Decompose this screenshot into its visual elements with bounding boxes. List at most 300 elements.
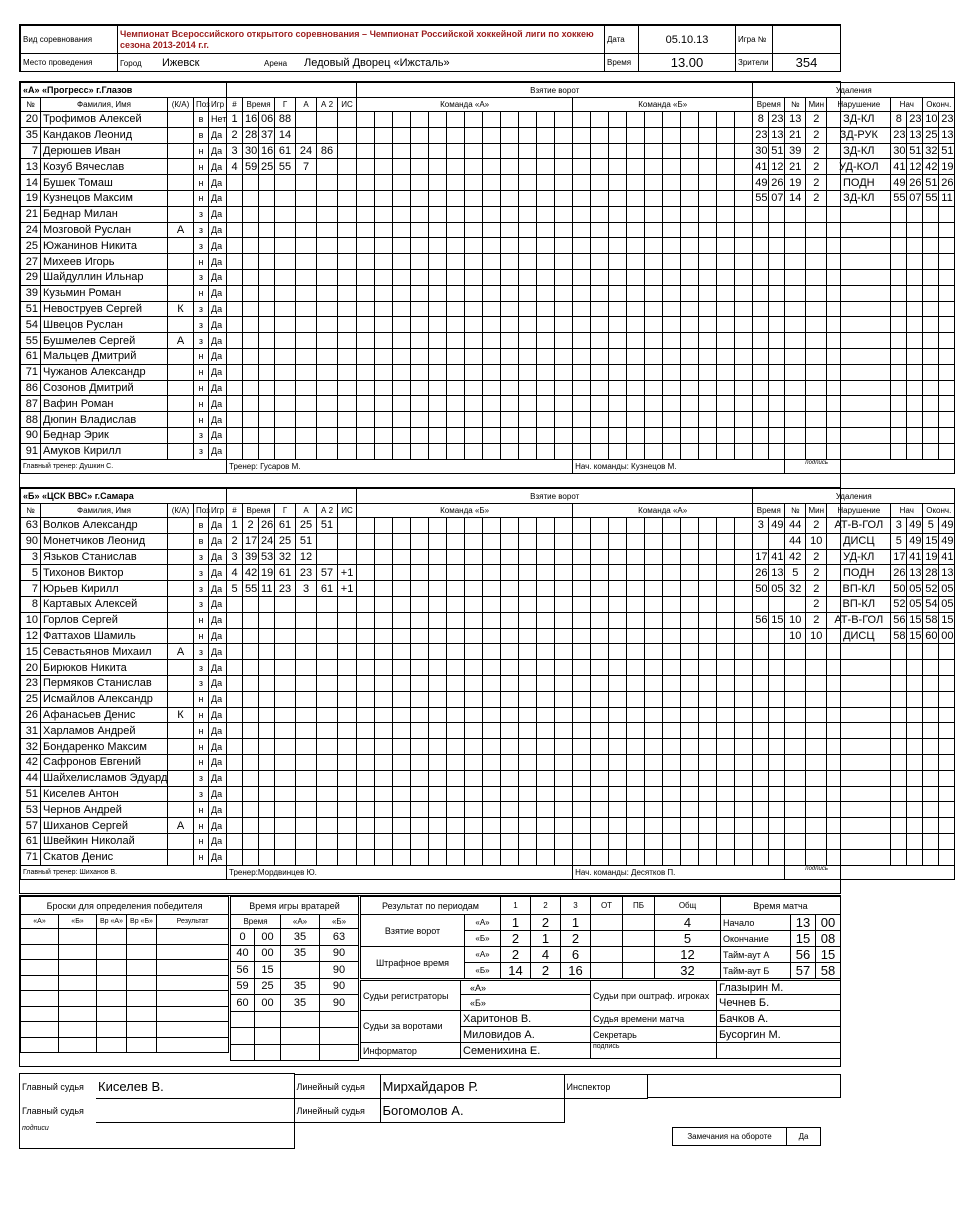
pen-min (753, 770, 769, 786)
goal-grid-cell (501, 581, 519, 597)
goal-grid-cell (627, 739, 645, 755)
goal-min (243, 396, 259, 412)
player-captain (168, 285, 194, 301)
player-position: з (194, 206, 209, 222)
pen-end-min (923, 818, 939, 834)
goal-grid-cell (663, 206, 681, 222)
player-played: Да (209, 818, 227, 834)
goal-grid-cell (393, 285, 411, 301)
player-played: Да (209, 396, 227, 412)
shootout-cell (127, 991, 157, 1007)
player-position: з (194, 565, 209, 581)
goal-num (227, 301, 243, 317)
pen-end-min: 5 (923, 518, 939, 534)
goal-grid-cell (465, 849, 483, 865)
period-value-5: 12 (655, 947, 721, 963)
goal-grid-cell (591, 723, 609, 739)
goal-grid-cell (411, 238, 429, 254)
time-judge-value: Бачков А. (717, 1011, 841, 1027)
goal-grid-cell (663, 364, 681, 380)
goal-grid-cell (627, 849, 645, 865)
period-row-label: Штрафное время (361, 947, 465, 979)
goal-grid-cell (573, 427, 591, 443)
goal-min (243, 691, 259, 707)
player-number: 61 (21, 348, 41, 364)
player-number: 55 (21, 333, 41, 349)
goal-sec (259, 317, 275, 333)
goal-grid-cell (519, 427, 537, 443)
goal-grid-cell (699, 269, 717, 285)
match-time-min: 58 (816, 963, 841, 979)
match-time-hour: 13 (791, 915, 816, 931)
goal-grid-cell (627, 348, 645, 364)
goal-grid-cell (447, 396, 465, 412)
goal-grid-cell (573, 549, 591, 565)
goalie-row (231, 962, 359, 979)
goal-num: 3 (227, 143, 243, 159)
goal-grid-cell (447, 818, 465, 834)
goal-grid-cell (681, 396, 699, 412)
goal-grid-cell (717, 396, 735, 412)
pen-end-sec (939, 269, 955, 285)
goal-assist-1 (296, 443, 317, 459)
player-captain (168, 364, 194, 380)
goal-grid-cell (717, 364, 735, 380)
goal-grid-cell (519, 301, 537, 317)
goal-grid-cell (465, 565, 483, 581)
goal-grid-cell (375, 770, 393, 786)
goal-grid-cell (717, 786, 735, 802)
player-captain (168, 518, 194, 534)
pen-end-sec (939, 206, 955, 222)
pen-player: 39 (785, 143, 806, 159)
goal-num (227, 238, 243, 254)
goal-scorer: 23 (275, 581, 296, 597)
goal-grid-cell (699, 364, 717, 380)
player-position: н (194, 612, 209, 628)
goal-grid-cell (645, 581, 663, 597)
goalie-cell (320, 1028, 359, 1045)
goal-grid-cell (447, 285, 465, 301)
goal-grid-cell (735, 301, 753, 317)
goal-situation (338, 612, 357, 628)
goal-scorer (275, 802, 296, 818)
goalie-sec: 00 (255, 995, 281, 1012)
pen-start-sec (907, 412, 923, 428)
goalie-cell (231, 1044, 255, 1061)
pen-start-sec: 13 (907, 127, 923, 143)
goal-grid-cell (429, 380, 447, 396)
pen-end-sec: 41 (939, 549, 955, 565)
goal-grid-cell (357, 190, 375, 206)
pen-sec (769, 660, 785, 676)
goal-min (243, 301, 259, 317)
goal-grid-cell (483, 175, 501, 191)
goal-grid-cell (573, 127, 591, 143)
goal-assist-2 (317, 770, 338, 786)
goal-scorer (275, 175, 296, 191)
pen-player (785, 818, 806, 834)
goal-grid-cell (555, 770, 573, 786)
pen-violation: ЗД-КЛ (827, 112, 891, 128)
goal-grid-cell (375, 222, 393, 238)
goal-assist-2 (317, 533, 338, 549)
goal-assist-1 (296, 301, 317, 317)
goalie-cell (281, 1044, 320, 1061)
goal-scorer (275, 660, 296, 676)
goal-grid-cell (465, 739, 483, 755)
goal-grid-cell (627, 818, 645, 834)
goal-grid-cell (429, 333, 447, 349)
goal-grid-cell (357, 427, 375, 443)
player-position: в (194, 112, 209, 128)
goal-assist-2: 51 (317, 518, 338, 534)
goal-grid-cell (357, 443, 375, 459)
goal-grid-cell (735, 396, 753, 412)
player-captain (168, 739, 194, 755)
penalties-title: Удаления (753, 489, 955, 504)
goal-grid-cell (717, 112, 735, 128)
goal-grid-cell (645, 285, 663, 301)
goal-grid-cell (627, 644, 645, 660)
shootout-cell (127, 929, 157, 945)
goal-sec (259, 833, 275, 849)
goal-grid-cell (591, 833, 609, 849)
pen-start-min: 49 (891, 175, 907, 191)
goal-grid-cell (357, 269, 375, 285)
goal-grid-cell (375, 612, 393, 628)
goal-grid-cell (717, 175, 735, 191)
goal-grid-cell (627, 206, 645, 222)
date-label: Дата (605, 26, 639, 54)
goal-grid-cell (591, 238, 609, 254)
match-time-min: 08 (816, 931, 841, 947)
player-captain (168, 380, 194, 396)
goal-scorer (275, 739, 296, 755)
goal-min: 28 (243, 127, 259, 143)
goal-grid-cell (357, 628, 375, 644)
goal-grid-cell (375, 285, 393, 301)
line-ref-2: Богомолов А. (380, 1099, 564, 1123)
goal-num (227, 802, 243, 818)
player-position: н (194, 143, 209, 159)
goal-grid-cell (429, 190, 447, 206)
goal-assist-2 (317, 112, 338, 128)
goalie-sec: 00 (255, 945, 281, 962)
goal-situation (338, 739, 357, 755)
goal-grid-cell (645, 849, 663, 865)
goal-grid-cell (735, 691, 753, 707)
pen-violation (827, 285, 891, 301)
player-number: 12 (21, 628, 41, 644)
goal-grid-cell (357, 412, 375, 428)
goal-grid-cell (699, 675, 717, 691)
shootout-cell (157, 1022, 229, 1038)
goal-grid-cell (627, 269, 645, 285)
goal-num (227, 644, 243, 660)
goal-situation (338, 175, 357, 191)
goal-grid-cell (537, 127, 555, 143)
player-position: н (194, 833, 209, 849)
goal-grid-cell (501, 565, 519, 581)
pb-header: ПБ (623, 897, 655, 915)
pen-start-sec (907, 675, 923, 691)
pen-min: 17 (753, 549, 769, 565)
goal-grid-cell (681, 348, 699, 364)
shootout-cell (21, 1037, 59, 1053)
pen-minutes (806, 269, 827, 285)
goal-assist-1 (296, 427, 317, 443)
player-number: 51 (21, 786, 41, 802)
period-value-4 (623, 947, 655, 963)
period-value-5: 32 (655, 963, 721, 979)
pen-start-sec (907, 254, 923, 270)
time-label: Время (605, 54, 639, 72)
goal-grid-cell (681, 159, 699, 175)
goal-grid-cell (627, 427, 645, 443)
goal-grid-cell (375, 254, 393, 270)
pen-end-min (923, 723, 939, 739)
goal-grid-cell (465, 443, 483, 459)
goal-grid-cell (519, 802, 537, 818)
player-played: Да (209, 427, 227, 443)
col-goal-a2: А 2 (317, 504, 338, 518)
goal-grid-cell (393, 644, 411, 660)
goal-grid-cell (627, 396, 645, 412)
goal-grid-cell (627, 412, 645, 428)
goal-num (227, 317, 243, 333)
player-row (21, 849, 955, 865)
goal-scorer (275, 333, 296, 349)
goal-grid-cell (591, 644, 609, 660)
goal-sec (259, 254, 275, 270)
goal-grid-cell (735, 175, 753, 191)
goal-grid-cell (627, 691, 645, 707)
goal-grid-cell (573, 581, 591, 597)
goal-grid-cell (717, 833, 735, 849)
period-value-3 (591, 963, 623, 979)
goal-grid-cell (357, 818, 375, 834)
goal-grid-cell (411, 786, 429, 802)
pen-sec (769, 285, 785, 301)
goal-assist-1 (296, 317, 317, 333)
period-value-1: 2 (531, 963, 561, 979)
goal-grid-cell (645, 786, 663, 802)
goal-grid-cell (357, 285, 375, 301)
pen-player (785, 443, 806, 459)
goal-grid-cell (429, 675, 447, 691)
goal-grid-cell (465, 833, 483, 849)
goal-grid-cell (519, 770, 537, 786)
goal-situation (338, 317, 357, 333)
goal-grid-cell (465, 222, 483, 238)
player-row (21, 254, 955, 270)
goal-grid-cell (411, 254, 429, 270)
player-position: н (194, 802, 209, 818)
goal-grid-cell (519, 190, 537, 206)
goal-grid-cell (429, 581, 447, 597)
pen-player (785, 754, 806, 770)
goal-grid-cell (681, 317, 699, 333)
goal-grid-cell (627, 159, 645, 175)
goal-grid-cell (465, 628, 483, 644)
pen-end-min: 54 (923, 596, 939, 612)
shootout-cell (59, 960, 97, 976)
goal-assist-2 (317, 206, 338, 222)
goal-grid-cell (375, 206, 393, 222)
col-goal-a2: А 2 (317, 98, 338, 112)
goal-grid-cell (537, 802, 555, 818)
goal-grid-cell (375, 269, 393, 285)
player-captain (168, 533, 194, 549)
goalie-b: 63 (320, 929, 359, 946)
match-time-hour: 57 (791, 963, 816, 979)
pen-sec (769, 770, 785, 786)
goal-grid-cell (465, 707, 483, 723)
goal-assist-1 (296, 818, 317, 834)
goal-grid-cell (735, 427, 753, 443)
shootout-row (21, 1006, 229, 1022)
pen-minutes (806, 644, 827, 660)
pen-violation (827, 238, 891, 254)
pen-sec (769, 849, 785, 865)
goal-situation (338, 754, 357, 770)
pen-start-min (891, 301, 907, 317)
goal-judges-label: Судьи за воротами (361, 1011, 461, 1043)
goal-min (243, 660, 259, 676)
goal-grid-cell (537, 380, 555, 396)
goal-grid-cell (645, 269, 663, 285)
shootout-cell (127, 1022, 157, 1038)
place-cell (118, 54, 605, 72)
player-name: Кузьмин Роман (41, 285, 168, 301)
goal-grid-cell (573, 143, 591, 159)
goal-grid-cell (483, 254, 501, 270)
goal-grid-cell (699, 802, 717, 818)
goal-grid-cell (609, 159, 627, 175)
goal-grid-cell (645, 533, 663, 549)
goal-assist-1 (296, 127, 317, 143)
player-position: н (194, 412, 209, 428)
goal-grid-cell (411, 206, 429, 222)
pen-player: 32 (785, 581, 806, 597)
player-position: з (194, 581, 209, 597)
goals-left-team: Команда «А» (357, 98, 573, 112)
pen-minutes (806, 675, 827, 691)
pen-violation: ЗД-КЛ (827, 143, 891, 159)
goal-min (243, 317, 259, 333)
pen-start-sec (907, 301, 923, 317)
goal-grid-cell (681, 175, 699, 191)
match-time-label: Тайм-аут Б (721, 963, 791, 979)
goal-grid-cell (555, 518, 573, 534)
goal-grid-cell (555, 285, 573, 301)
goal-min: 30 (243, 143, 259, 159)
player-row (21, 238, 955, 254)
shootout-cell (157, 929, 229, 945)
goal-grid-cell (663, 533, 681, 549)
pen-start-min: 5 (891, 533, 907, 549)
match-time-hour: 56 (791, 947, 816, 963)
goal-grid-cell (663, 833, 681, 849)
goal-grid-cell (663, 818, 681, 834)
goal-scorer (275, 596, 296, 612)
pen-start-min: 30 (891, 143, 907, 159)
goal-grid-cell (393, 802, 411, 818)
pen-end-sec (939, 707, 955, 723)
goals-title: Взятие ворот (357, 489, 753, 504)
goal-grid-cell (411, 691, 429, 707)
goal-grid-cell (375, 238, 393, 254)
goal-grid-cell (699, 849, 717, 865)
goal-scorer (275, 754, 296, 770)
goal-assist-1 (296, 833, 317, 849)
goal-grid-cell (591, 127, 609, 143)
col-pen-end: Оконч. (923, 98, 955, 112)
pen-start-sec (907, 833, 923, 849)
period-team-label: «Б» (465, 931, 501, 947)
goal-sec (259, 739, 275, 755)
pen-violation: УД-КЛ (827, 549, 891, 565)
goal-grid-cell (591, 707, 609, 723)
goal-grid-cell (429, 301, 447, 317)
goal-grid-cell (663, 254, 681, 270)
goal-scorer (275, 285, 296, 301)
pen-sec: 26 (769, 175, 785, 191)
player-captain (168, 112, 194, 128)
pen-min (753, 707, 769, 723)
goal-grid-cell (393, 190, 411, 206)
goal-grid-cell (393, 427, 411, 443)
goal-grid-cell (483, 285, 501, 301)
goalie-min: 0 (231, 929, 255, 946)
goal-grid-cell (465, 159, 483, 175)
goal-grid-cell (519, 612, 537, 628)
shootout-cell (157, 1037, 229, 1053)
goal-grid-cell (735, 159, 753, 175)
goal-sec: 06 (259, 112, 275, 128)
goal-grid-cell (393, 754, 411, 770)
goal-sec (259, 301, 275, 317)
player-number: 26 (21, 707, 41, 723)
player-number: 44 (21, 770, 41, 786)
goal-grid-cell (357, 565, 375, 581)
goals-title: Взятие ворот (357, 83, 753, 98)
goal-sec (259, 691, 275, 707)
goal-grid-cell (393, 364, 411, 380)
goal-grid-cell (555, 754, 573, 770)
goal-grid-cell (375, 596, 393, 612)
pen-start-sec (907, 206, 923, 222)
goal-grid-cell (393, 707, 411, 723)
goal-grid-cell (537, 317, 555, 333)
goal-grid-cell (609, 675, 627, 691)
goal-grid-cell (519, 786, 537, 802)
goal-grid-cell (555, 127, 573, 143)
player-name: Бушек Томаш (41, 175, 168, 191)
goal-grid-cell (573, 443, 591, 459)
player-position: н (194, 849, 209, 865)
coach-sign-label: подпись (785, 865, 955, 879)
pen-violation (827, 427, 891, 443)
goalie-a: 35 (281, 929, 320, 946)
pen-end-sec (939, 833, 955, 849)
player-number: 25 (21, 238, 41, 254)
pen-minutes (806, 443, 827, 459)
goal-grid-cell (663, 549, 681, 565)
goal-grid-cell (519, 364, 537, 380)
col-pen-viol: Нарушение (827, 98, 891, 112)
